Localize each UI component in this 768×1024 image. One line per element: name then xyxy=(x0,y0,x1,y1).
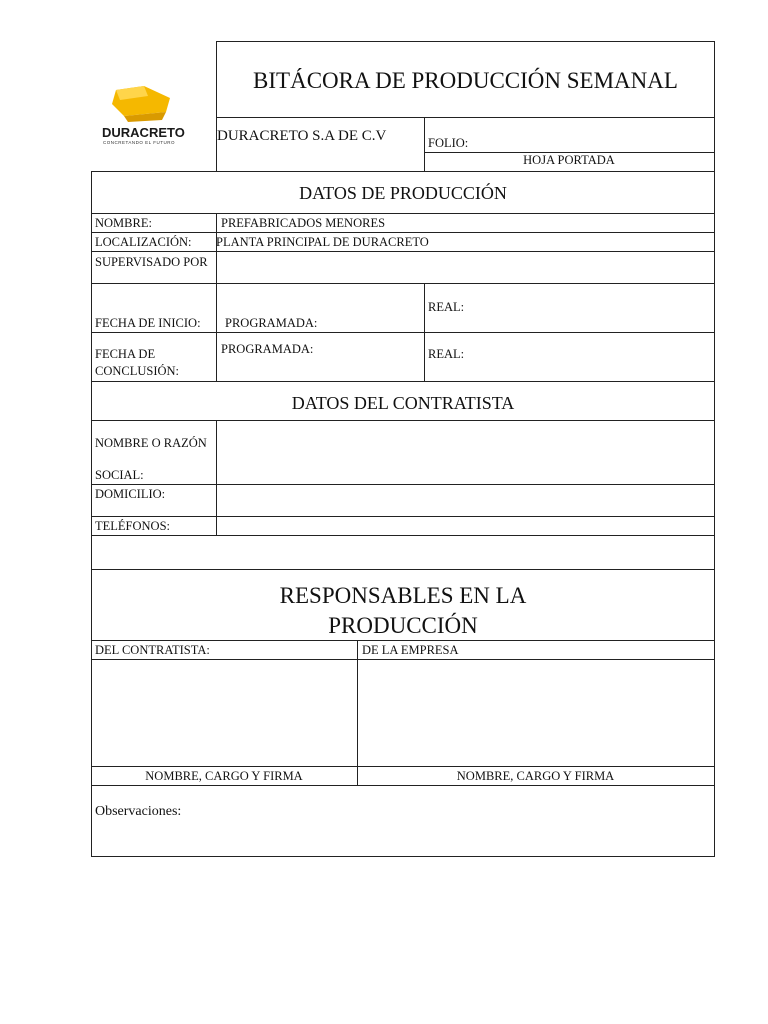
contractor-name-label-line2: SOCIAL: xyxy=(95,468,144,482)
end-date-label-line2: CONCLUSIÓN: xyxy=(95,364,180,378)
signature-right-label: NOMBRE, CARGO Y FIRMA xyxy=(456,769,615,783)
sheet-label: HOJA PORTADA xyxy=(523,153,615,167)
signature-left-label: NOMBRE, CARGO Y FIRMA xyxy=(145,769,303,783)
end-programmed-label: PROGRAMADA: xyxy=(221,342,314,356)
contractor-section-title: DATOS DEL CONTRATISTA xyxy=(291,393,515,413)
contractor-name-label-line1: NOMBRE O RAZÓN xyxy=(95,436,207,450)
responsibles-title-line2: PRODUCCIÓN xyxy=(328,613,478,638)
supervised-label: SUPERVISADO POR xyxy=(95,255,208,269)
address-label: DOMICILIO: xyxy=(95,487,166,501)
end-date-label-line1: FECHA DE xyxy=(95,347,156,361)
logo-tagline: CONCRETANDO EL FUTURO xyxy=(103,140,176,145)
company-responsible-label: DE LA EMPRESA xyxy=(362,643,459,657)
responsibles-title-line1: RESPONSABLES EN LA xyxy=(279,583,527,608)
end-real-label: REAL: xyxy=(428,347,465,361)
start-date-label: FECHA DE INICIO: xyxy=(95,316,201,330)
phones-label: TELÉFONOS: xyxy=(95,519,170,533)
logo-mixer-icon xyxy=(100,84,188,128)
company-name: DURACRETO S.A DE C.V xyxy=(217,128,387,144)
form-title: BITÁCORA DE PRODUCCIÓN SEMANAL xyxy=(253,68,678,93)
company-logo xyxy=(100,84,188,148)
contractor-responsible-label: DEL CONTRATISTA: xyxy=(95,643,210,657)
location-value: PLANTA PRINCIPAL DE DURACRETO xyxy=(216,235,429,249)
name-label: NOMBRE: xyxy=(95,216,152,230)
name-value: PREFABRICADOS MENORES xyxy=(221,216,386,230)
production-section-title: DATOS DE PRODUCCIÓN xyxy=(299,183,507,203)
start-real-label: REAL: xyxy=(428,300,465,314)
logo-wordmark: DURACRETO xyxy=(102,125,185,140)
start-programmed-label: PROGRAMADA: xyxy=(225,316,318,330)
folio-label: FOLIO: xyxy=(428,136,469,150)
observations-label: Observaciones: xyxy=(95,804,182,819)
location-label: LOCALIZACIÓN: xyxy=(95,235,192,249)
